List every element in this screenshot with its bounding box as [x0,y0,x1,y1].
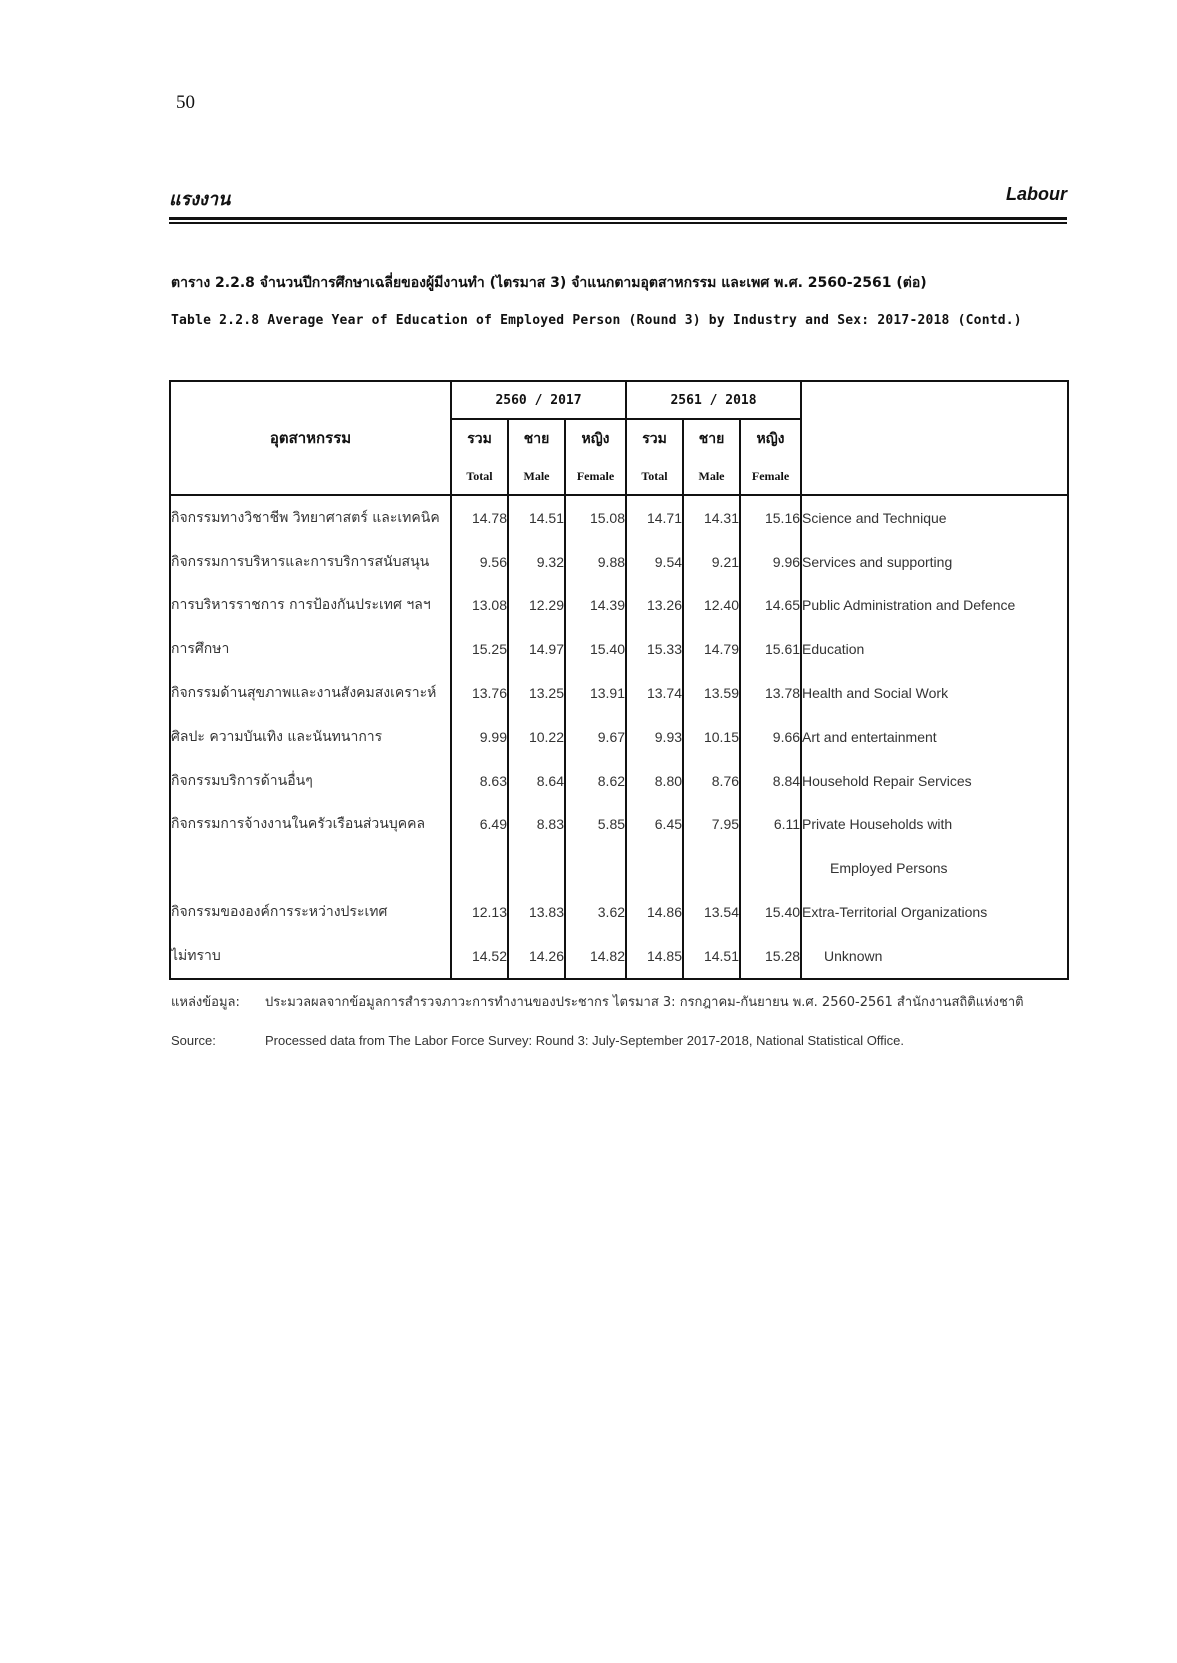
industry-name-thai: กิจกรรมด้านสุขภาพและงานสังคมสงเคราะห์ [170,671,451,715]
industry-name-thai: กิจกรรมขององค์การระหว่างประเทศ [170,890,451,934]
value-cell: 13.78 [740,671,801,715]
table-body [170,495,1068,979]
industry-name-thai: การศึกษา [170,627,451,671]
value-cell: 14.79 [683,627,740,671]
value-cell: 10.15 [683,715,740,759]
year-header-2017: 2560 / 2017 [451,381,626,419]
value-cell: 9.96 [740,540,801,584]
value-cell: 15.25 [451,627,508,671]
value-cell: 8.80 [626,759,683,803]
running-header-eng: Labour [1006,184,1067,204]
industry-name-eng: Private Households with [801,803,1068,847]
source-label-eng: Source: [171,1033,216,1048]
value-cell: 15.28 [740,934,801,979]
value-cell: 14.85 [626,934,683,979]
col-male-eng: Male [683,458,740,495]
industry-name-thai: กิจกรรมทางวิชาชีพ วิทยาศาสตร์ และเทคนิค [170,495,451,540]
value-cell: 9.32 [508,540,565,584]
col-total-eng: Total [451,458,508,495]
industry-name-thai: ศิลปะ ความบันเทิง และนันทนาการ [170,715,451,759]
col-total-thai: รวม [451,419,508,458]
value-cell [626,846,683,890]
value-cell: 8.83 [508,803,565,847]
col-male-thai: ชาย [683,419,740,458]
table-row [170,671,1068,715]
value-cell: 6.45 [626,803,683,847]
industry-name-thai: การบริหารราชการ การป้องกันประเทศ ฯลฯ [170,584,451,628]
col-female-eng: Female [565,458,626,495]
industry-name-eng: Household Repair Services [801,759,1068,803]
value-cell: 14.78 [451,495,508,540]
table-title-thai: ตาราง 2.2.8 จำนวนปีการศึกษาเฉลี่ยของผู้มีงานทำ (ไตรมาส 3) จำแนกตามอุตสาหกรรม และเพศ พ.ศ. 2560-2561 (ต่อ) [171,275,927,291]
value-cell [451,846,508,890]
value-cell: 14.51 [508,495,565,540]
value-cell: 13.08 [451,584,508,628]
value-cell: 15.40 [565,627,626,671]
col-total-eng: Total [626,458,683,495]
year-header-2018: 2561 / 2018 [626,381,801,419]
col-female-thai: หญิง [740,419,801,458]
value-cell: 15.16 [740,495,801,540]
value-cell: 15.40 [740,890,801,934]
table-row [170,495,1068,540]
table-row [170,540,1068,584]
industry-name-thai: ไม่ทราบ [170,934,451,979]
table-row [170,759,1068,803]
value-cell: 9.66 [740,715,801,759]
col-total-thai: รวม [626,419,683,458]
value-cell: 15.61 [740,627,801,671]
value-cell [740,846,801,890]
value-cell: 14.26 [508,934,565,979]
value-cell: 14.71 [626,495,683,540]
value-cell: 13.74 [626,671,683,715]
value-cell: 3.62 [565,890,626,934]
source-label-thai: แหล่งข้อมูล: [171,995,240,1010]
industry-name-eng: Unknown [801,934,1068,979]
value-cell: 14.97 [508,627,565,671]
value-cell: 5.85 [565,803,626,847]
value-cell: 6.49 [451,803,508,847]
value-cell: 8.64 [508,759,565,803]
industry-name-thai: กิจกรรมการจ้างงานในครัวเรือนส่วนบุคคล [170,803,451,847]
col-male-thai: ชาย [508,419,565,458]
col-female-thai: หญิง [565,419,626,458]
table-title-eng: Table 2.2.8 Average Year of Education of Employed Person (Round 3) by Industry and Sex: 2017-2018 (Contd.) [171,313,1022,328]
industry-name-eng: Science and Technique [801,495,1068,540]
value-cell: 8.76 [683,759,740,803]
value-cell: 10.22 [508,715,565,759]
value-cell [508,846,565,890]
table-row [170,584,1068,628]
value-cell: 14.39 [565,584,626,628]
table-row [170,803,1068,847]
value-cell: 14.31 [683,495,740,540]
value-cell: 13.54 [683,890,740,934]
value-cell: 15.08 [565,495,626,540]
table-row [170,934,1068,979]
industry-name-thai: กิจกรรมการบริหารและการบริการสนับสนุน [170,540,451,584]
value-cell: 13.76 [451,671,508,715]
value-cell: 9.88 [565,540,626,584]
col-female-eng: Female [740,458,801,495]
value-cell: 9.56 [451,540,508,584]
value-cell: 13.83 [508,890,565,934]
value-cell: 14.86 [626,890,683,934]
value-cell: 13.26 [626,584,683,628]
industry-name-thai: กิจกรรมบริการด้านอื่นๆ [170,759,451,803]
col-male-eng: Male [508,458,565,495]
industry-name-eng: Services and supporting [801,540,1068,584]
value-cell: 12.40 [683,584,740,628]
table-row [170,890,1068,934]
value-cell: 13.25 [508,671,565,715]
value-cell: 13.59 [683,671,740,715]
value-cell: 14.82 [565,934,626,979]
value-cell: 14.51 [683,934,740,979]
value-cell: 9.54 [626,540,683,584]
value-cell: 8.84 [740,759,801,803]
value-cell: 14.65 [740,584,801,628]
running-header-thai: แรงงาน [169,189,231,210]
value-cell: 7.95 [683,803,740,847]
value-cell: 9.99 [451,715,508,759]
industry-name-eng: Education [801,627,1068,671]
value-cell: 6.11 [740,803,801,847]
value-cell: 15.33 [626,627,683,671]
value-cell: 8.63 [451,759,508,803]
page-number: 50 [176,92,195,113]
industry-name-eng: Extra-Territorial Organizations [801,890,1068,934]
value-cell: 14.52 [451,934,508,979]
source-text-eng: Processed data from The Labor Force Survey: Round 3: July-September 2017-2018, National Statistical Office. [265,1033,905,1048]
value-cell: 12.29 [508,584,565,628]
industry-name-eng: Health and Social Work [801,671,1068,715]
value-cell [565,846,626,890]
value-cell: 8.62 [565,759,626,803]
industry-eng-header [801,381,1068,495]
industry-header: อุตสาหกรรม [170,381,451,495]
industry-name-thai [170,846,451,890]
header-rule-thick [169,217,1067,220]
header-rule-thin [169,222,1067,224]
value-cell: 12.13 [451,890,508,934]
value-cell: 9.93 [626,715,683,759]
table-row [170,627,1068,671]
value-cell: 9.67 [565,715,626,759]
industry-name-eng: Employed Persons [801,846,1068,890]
source-text-thai: ประมวลผลจากข้อมูลการสำรวจภาวะการทำงานของประชากร ไตรมาส 3: กรกฎาคม-กันยายน พ.ศ. 2560-2561 สำนักงานสถิติแห่งชาติ [265,995,1024,1010]
industry-name-eng: Public Administration and Defence [801,584,1068,628]
table-row [170,715,1068,759]
education-table [169,380,1069,980]
table-row [170,846,1068,890]
value-cell [683,846,740,890]
value-cell: 13.91 [565,671,626,715]
industry-name-eng: Art and entertainment [801,715,1068,759]
value-cell: 9.21 [683,540,740,584]
